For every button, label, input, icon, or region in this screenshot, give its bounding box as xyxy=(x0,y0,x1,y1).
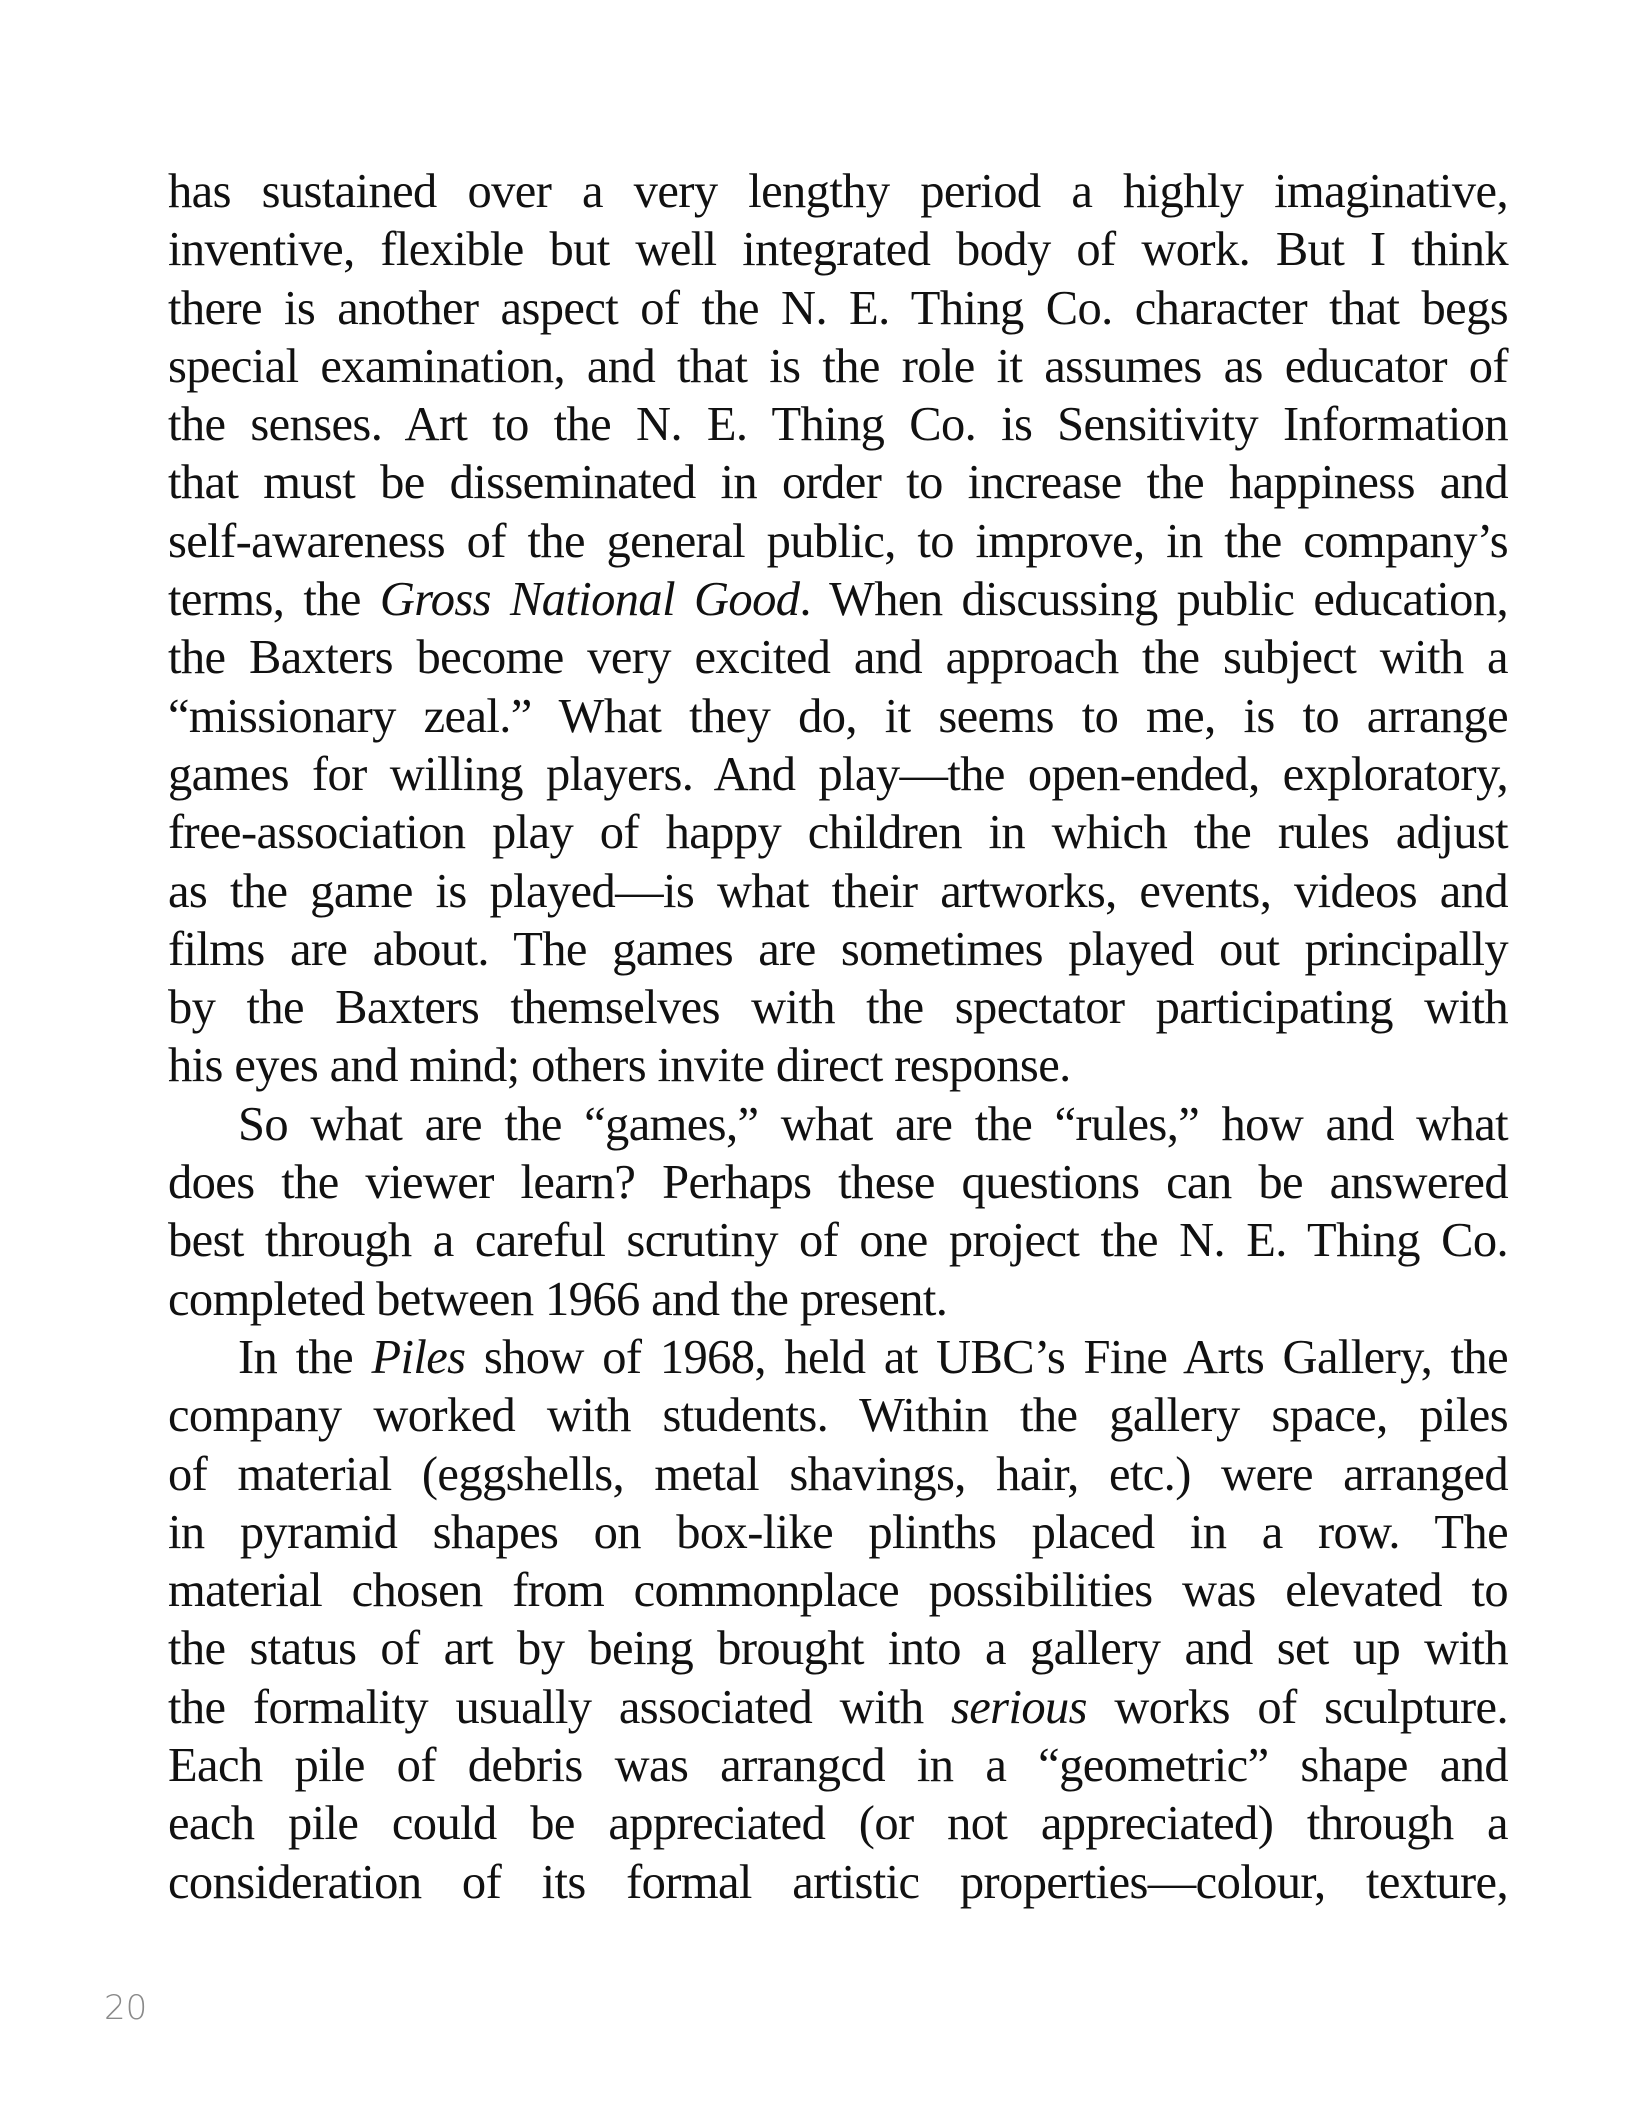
text-line xyxy=(168,1620,1508,1678)
body-text xyxy=(168,163,1508,1912)
text-line xyxy=(168,921,1508,979)
text-line xyxy=(168,1271,1508,1329)
text-line xyxy=(168,1096,1508,1154)
text-segment: there is another aspect of the N. E. Thing Co. character that begs xyxy=(168,281,1508,335)
text-segment: his eyes and mind; others invite direct response. xyxy=(168,1039,1071,1093)
text-segment: works of sculpture. xyxy=(1086,1680,1509,1734)
text-segment: the status of art by being brought into a gallery and set up with xyxy=(168,1622,1508,1676)
italic-text: Gross National Good xyxy=(379,573,800,627)
page-number: 20 xyxy=(104,1988,148,2028)
text-segment: terms, the xyxy=(168,573,380,627)
text-line xyxy=(168,396,1508,454)
text-segment: of material (eggshells, metal shavings, hair, etc.) were arranged xyxy=(168,1447,1508,1501)
text-line xyxy=(168,1212,1508,1270)
text-segment: does the viewer learn? Perhaps these questions can be answered xyxy=(168,1156,1508,1210)
text-line xyxy=(168,1562,1508,1620)
text-segment: Each pile of debris was arrangcd in a “geometric” shape and xyxy=(168,1739,1508,1793)
text-line xyxy=(168,746,1508,804)
text-segment: has sustained over a very lengthy period a highly imaginative, xyxy=(168,165,1508,218)
text-line xyxy=(168,979,1508,1037)
text-line xyxy=(168,280,1508,338)
italic-text: Piles xyxy=(371,1330,466,1384)
text-line xyxy=(168,1446,1508,1504)
text-line xyxy=(168,571,1508,629)
text-line xyxy=(168,1504,1508,1562)
text-line xyxy=(168,1854,1508,1912)
text-segment: the Baxters become very excited and approach the subject with a xyxy=(168,631,1508,685)
text-line xyxy=(168,1329,1508,1387)
text-line xyxy=(168,338,1508,396)
text-segment: games for willing players. And play—the open-ended, exploratory, xyxy=(168,747,1508,801)
text-line xyxy=(168,1679,1508,1737)
text-segment: special examination, and that is the role it assumes as educator of xyxy=(168,339,1508,393)
text-line xyxy=(168,629,1508,687)
text-segment: each pile could be appreciated (or not appreciated) through a xyxy=(168,1797,1508,1851)
text-segment: that must be disseminated in order to increase the happiness and xyxy=(168,456,1508,510)
text-line xyxy=(168,513,1508,571)
text-line xyxy=(168,1037,1508,1095)
text-line xyxy=(168,1154,1508,1212)
text-segment: by the Baxters themselves with the spectator participating with xyxy=(168,981,1508,1035)
text-segment: free-association play of happy children in which the rules adjust xyxy=(168,806,1508,860)
text-segment: In the xyxy=(238,1330,372,1384)
text-line xyxy=(168,163,1508,221)
text-line xyxy=(168,1795,1508,1853)
text-segment: company worked with students. Within the gallery space, piles xyxy=(168,1389,1508,1443)
text-line xyxy=(168,1737,1508,1795)
text-line xyxy=(168,804,1508,862)
text-line xyxy=(168,221,1508,279)
text-segment: inventive, flexible but well integrated body of work. But I think xyxy=(168,223,1508,277)
text-line xyxy=(168,454,1508,512)
text-segment: material chosen from commonplace possibilities was elevated to xyxy=(168,1564,1508,1618)
text-line xyxy=(168,863,1508,921)
text-line xyxy=(168,688,1508,746)
text-segment: as the game is played—is what their artworks, events, videos and xyxy=(168,864,1508,918)
text-segment: . When discussing public education, xyxy=(799,573,1508,627)
text-segment: completed between 1966 and the present. xyxy=(168,1272,948,1326)
text-segment: “missionary zeal.” What they do, it seems to me, is to arrange xyxy=(168,689,1508,743)
text-line xyxy=(168,1387,1508,1445)
text-segment: films are about. The games are sometimes played out principally xyxy=(168,922,1508,976)
text-segment: best through a careful scrutiny of one project the N. E. Thing Co. xyxy=(168,1214,1508,1268)
italic-text: serious xyxy=(950,1680,1087,1734)
text-segment: consideration of its formal artistic properties—colour, texture, xyxy=(168,1855,1508,1909)
text-segment: self-awareness of the general public, to improve, in the company’s xyxy=(168,514,1508,568)
text-segment: the formality usually associated with xyxy=(168,1680,951,1734)
text-segment: show of 1968, held at UBC’s Fine Arts Gallery, the xyxy=(465,1330,1509,1384)
text-segment: the senses. Art to the N. E. Thing Co. is Sensitivity Information xyxy=(168,398,1508,452)
text-segment: So what are the “games,” what are the “rules,” how and what xyxy=(238,1097,1508,1151)
text-segment: in pyramid shapes on box-like plinths placed in a row. The xyxy=(168,1505,1508,1559)
